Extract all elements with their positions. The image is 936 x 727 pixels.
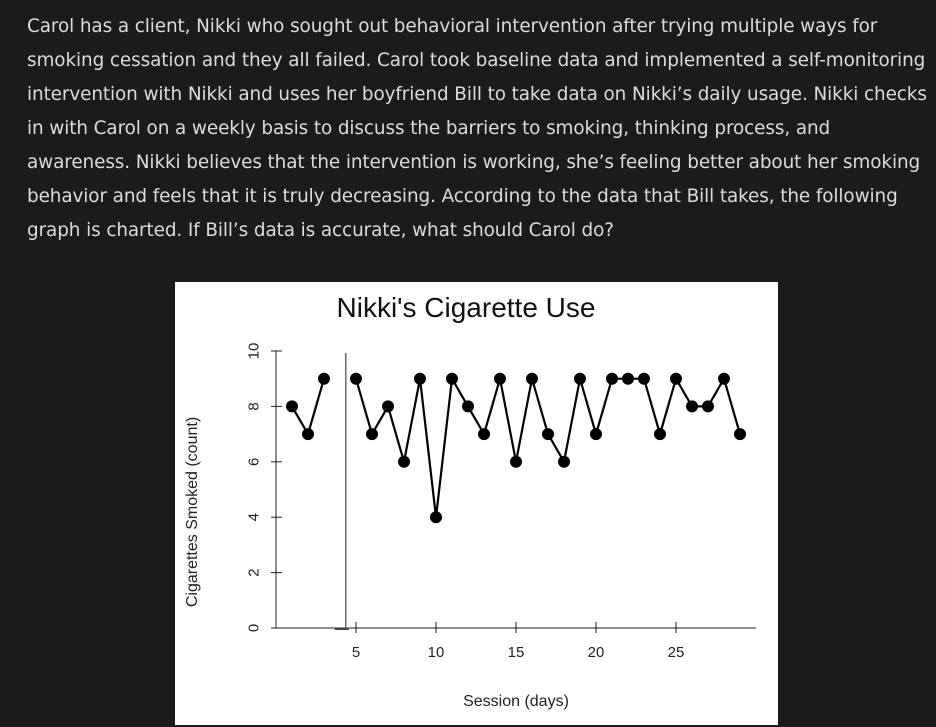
data-point-intervention [462,400,474,412]
question-text: Carol has a client, Nikki who sought out behavioral intervention after trying multiple ways for smoking cessation and they all failed. Carol took baseline data and implemented a self-monitoring intervention with Nikki and uses her boyfriend Bill to take data on Nikki’s daily usage. Nikki checks in with Carol on a weekly basis to discuss the barriers to smoking, thinking process, and awareness. Nikki believes that the intervention is working, she’s feeling better about her smoking behavior and feels that it is truly decreasing. According to the data that Bill takes, the following graph is charted. If Bill’s data is accurate, what should Carol do? [27,16,927,241]
x-axis-label: Session (days) [463,693,569,710]
x-tick-label: 25 [667,644,685,661]
data-point-intervention [622,373,634,385]
data-point-intervention [350,373,362,385]
y-tick-label: 6 [245,457,263,466]
data-point-intervention [590,428,602,440]
data-point-intervention [702,400,714,412]
chart-title: Nikki's Cigarette Use [336,292,596,323]
data-point-baseline [286,400,298,412]
x-tick-label: 5 [351,644,361,661]
data-point-intervention [718,373,730,385]
data-point-intervention [446,373,458,385]
y-tick-label: 4 [245,513,263,522]
y-tick-label: 10 [245,342,263,360]
series-line-intervention [356,379,740,518]
y-axis-label: Cigarettes Smoked (count) [184,416,201,608]
data-point-intervention [478,428,490,440]
data-point-intervention [398,456,410,468]
y-tick-label: 0 [245,623,263,633]
x-tick-label: 15 [507,644,525,661]
data-point-intervention [382,400,394,412]
data-point-baseline [302,428,314,440]
data-point-intervention [430,511,442,523]
data-point-intervention [558,456,570,468]
data-point-intervention [366,428,378,440]
data-point-intervention [510,456,522,468]
data-point-intervention [734,428,746,440]
data-point-intervention [574,373,586,385]
axes [246,343,757,661]
series-layer [286,373,746,524]
data-point-intervention [526,373,538,385]
data-point-intervention [670,373,682,385]
data-point-intervention [494,373,506,385]
x-tick-label: 10 [427,644,445,661]
data-point-intervention [414,373,426,385]
line-chart [175,282,778,725]
x-tick-label: 20 [587,644,605,661]
chart-figure [175,282,778,725]
y-tick-label: 8 [245,402,263,411]
data-point-baseline [318,373,330,385]
data-point-intervention [686,400,698,412]
data-point-intervention [654,428,666,440]
data-point-intervention [638,373,650,385]
y-tick-label: 2 [245,568,263,577]
data-point-intervention [606,373,618,385]
data-point-intervention [542,428,554,440]
